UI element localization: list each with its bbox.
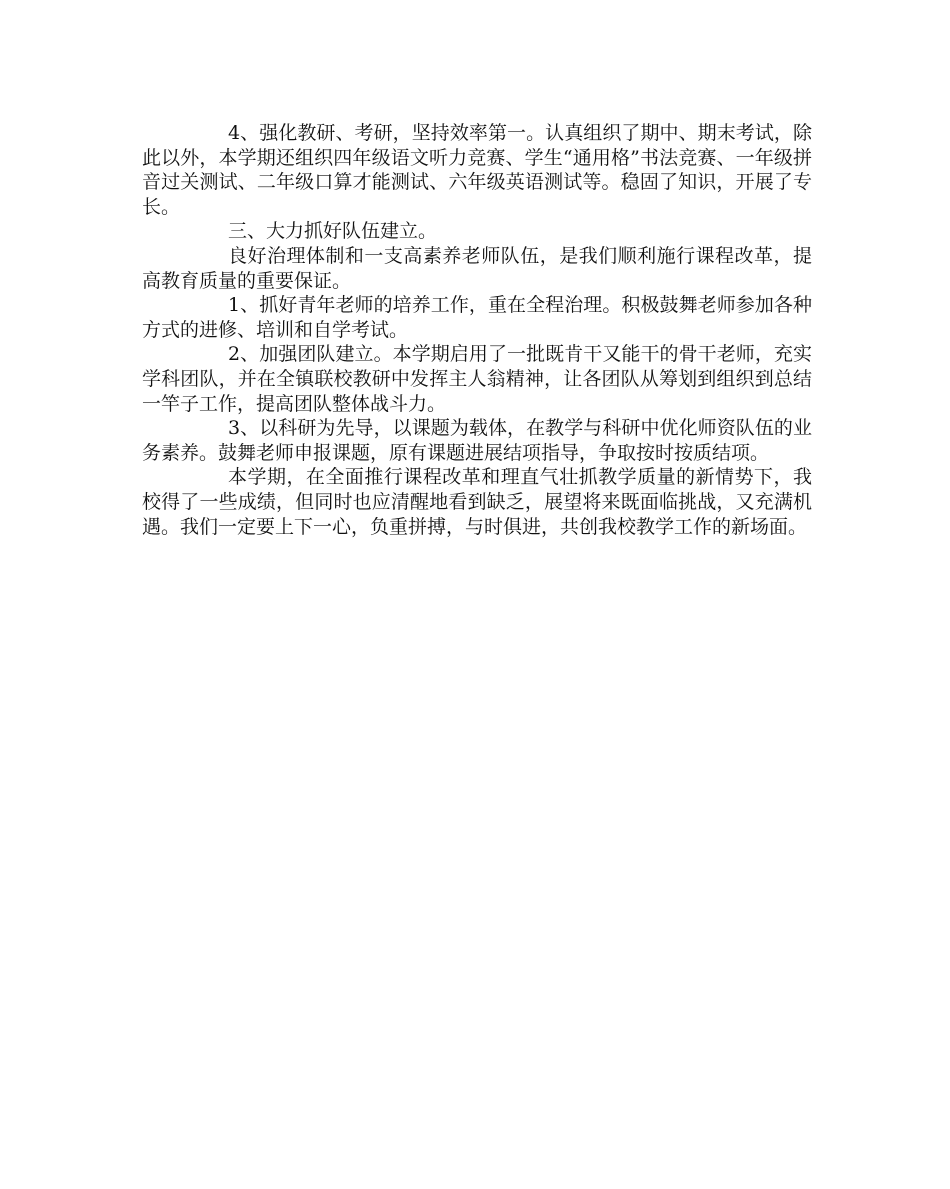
paragraph-exam-research: 4、强化教研、考研，坚持效率第一。认真组织了期中、期末考试，除此以外，本学期还组织四年级语文听力竞赛、学生“通用格”书法竞赛、一年级拼音过关测试、二年级口算才能测试、六年级英语测试等。稳固了知识，开展了专长。 — [142, 122, 812, 218]
paragraph-research-leading: 3、以科研为先导，以课题为载体，在教学与科研中优化师资队伍的业务素养。鼓舞老师申报课题，原有课题进展结项指导，争取按时按质结项。 — [142, 417, 812, 464]
paragraph-team-building: 2、加强团队建立。本学期启用了一批既肯干又能干的骨干老师，充实学科团队，并在全镇联校教研中发挥主人翁精神，让各团队从筹划到组织到总结一竿子工作，提高团队整体战斗力。 — [142, 343, 812, 415]
paragraph-conclusion: 本学期，在全面推行课程改革和理直气壮抓教学质量的新情势下，我校得了一些成绩，但同时也应清醒地看到缺乏，展望将来既面临挑战，又充满机遇。我们一定要上下一心，负重拼搏，与时俱进，共创我校教学工作的新场面。 — [142, 466, 812, 538]
document-body — [142, 121, 812, 539]
paragraph-young-teachers: 1、抓好青年老师的培养工作，重在全程治理。积极鼓舞老师参加各种方式的进修、培训和自学考试。 — [142, 294, 812, 341]
paragraph-management-system: 良好治理体制和一支高素养老师队伍，是我们顺利施行课程改革，提高教育质量的重要保证。 — [142, 244, 812, 292]
section-heading-team-building: 三、大力抓好队伍建立。 — [228, 220, 438, 243]
